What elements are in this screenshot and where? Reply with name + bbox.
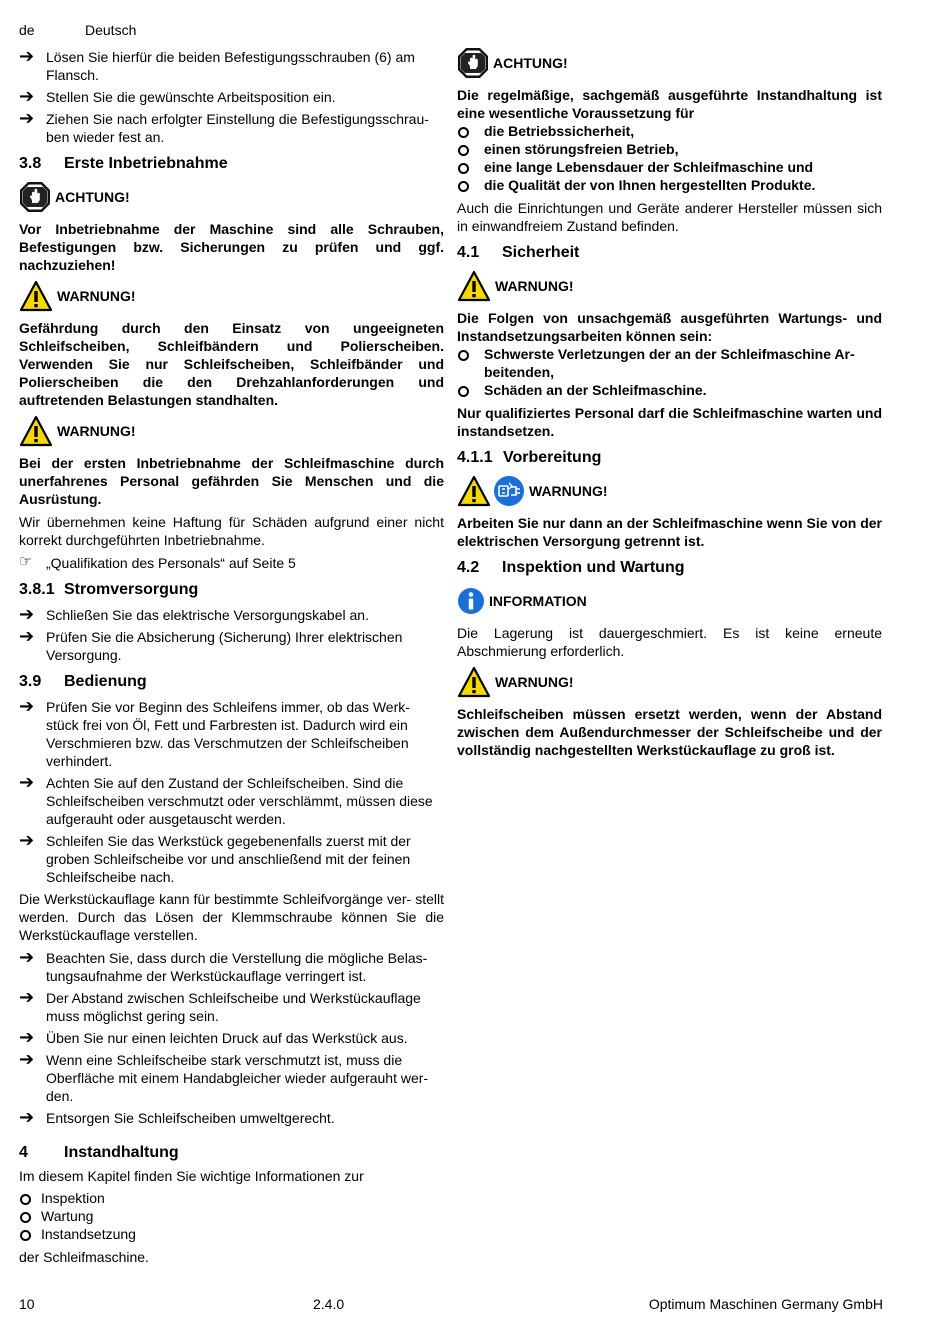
step-item: ➔ Üben Sie nur einen leichten Druck auf das Werkstück aus. (19, 1027, 408, 1047)
step-item: ➔ Der Abstand zwischen Schleifscheibe und Werkstückauflage muss möglichst gering sein. (19, 987, 421, 1024)
list-item: Instandsetzung (19, 1225, 444, 1243)
caution-hand-icon (457, 47, 489, 79)
pointing-hand-icon: ☞ (19, 553, 33, 570)
warning-sign: WARNUNG! (457, 665, 882, 699)
warning-text: Arbeiten Sie nur dann an der Schleifmaschine wenn Sie von der elektrischen Versorgung getrennt ist. (457, 515, 882, 549)
arrow-icon: ➔ (19, 830, 35, 850)
step-item: ➔ Schleifen Sie das Werkstück gegebenenfalls zuerst mit der groben Schleifscheibe vor und anschließend mit der feinen Schleifscheibe nach. (19, 830, 411, 885)
section-heading: 4.2 Inspektion und Wartung (457, 559, 685, 576)
list-item: die Betriebssicherheit, (457, 122, 882, 140)
warning-triangle-icon (19, 280, 53, 312)
bullet-circle-icon (458, 350, 469, 361)
arrow-icon: ➔ (19, 604, 35, 624)
list-item: Schäden an der Schleifmaschine. (457, 381, 882, 399)
subsection-heading: 3.8.1 Stromversorgung (19, 581, 199, 598)
warning-text: Die Folgen von unsachgemäß ausgeführten Wartungs- und Instandsetzungsarbeiten können sein: (457, 310, 882, 344)
step-item: ➔ Wenn eine Schleifscheibe stark verschmutzt ist, muss die Oberfläche mit einem Handabgleicher wieder aufgerauht wer- den. (19, 1049, 429, 1104)
right-column (457, 42, 882, 764)
company-name: Optimum Maschinen Germany GmbH (648, 1296, 883, 1312)
bullet-circle-icon (458, 145, 469, 156)
warning-triangle-icon (457, 270, 491, 302)
bullet-circle-icon (458, 163, 469, 174)
liability-text: Wir übernehmen keine Haftung für Schäden aufgrund einer nicht korrekt durchgeführten Inbetriebnahme. (19, 514, 444, 548)
list-item: Schwerste Verletzungen der an der Schleifmaschine Ar- beitenden, (457, 345, 882, 381)
paragraph: Nur qualifiziertes Personal darf die Schleifmaschine warten und instandsetzen. (457, 405, 882, 439)
warning-sign: WARNUNG! (19, 414, 444, 448)
step-item: ➔ Achten Sie auf den Zustand der Schleifscheiben. Sind die Schleifscheiben verschmutzt oder verschlämmt, müssen diese aufgerauht oder ausgetauscht werden. (19, 772, 433, 827)
bullet-circle-icon (458, 386, 469, 397)
step-item: ➔ Beachten Sie, dass durch die Verstellung die mögliche Belas- tungsaufnahme der Werkstückauflage verringert ist. (19, 947, 428, 984)
paragraph: Die Werkstückauflage kann für bestimmte Schleifvorgänge ver- stellt werden. Durch das Lösen der Klemmschraube können Sie die Werkstückauflage verstellen. (19, 891, 444, 943)
warning-triangle-icon (457, 475, 491, 507)
arrow-icon: ➔ (19, 86, 35, 106)
paragraph: der Schleifmaschine. (19, 1249, 149, 1265)
caution-text: Vor Inbetriebnahme der Maschine sind alle Schrauben, Befestigungen bzw. Sicherungen zu prüfen und ggf. nachzuziehen! (19, 221, 444, 273)
info-sign: INFORMATION (457, 584, 882, 618)
warning-sign: WARNUNG! (19, 279, 444, 313)
step-item: ➔ Lösen Sie hierfür die beiden Befestigungsschrauben (6) am Flansch. (19, 46, 415, 83)
arrow-icon: ➔ (19, 1027, 35, 1047)
achtung-sign: ACHTUNG! (457, 46, 882, 80)
arrow-icon: ➔ (19, 1107, 35, 1127)
arrow-icon: ➔ (19, 987, 35, 1007)
step-item: ➔ Ziehen Sie nach erfolgter Einstellung die Befestigungsschrau- ben wieder fest an. (19, 108, 429, 145)
chapter-heading: 4 Instandhaltung (19, 1144, 179, 1161)
bullet-circle-icon (20, 1230, 31, 1241)
subsection-heading: 4.1.1 Vorbereitung (457, 449, 602, 466)
arrow-icon: ➔ (19, 108, 35, 128)
paragraph: Im diesem Kapitel finden Sie wichtige Informationen zur (19, 1168, 364, 1184)
warning-text: Schleifscheiben müssen ersetzt werden, wenn der Abstand zwischen dem Außendurchmesser der Schleifscheibe und der vollständig nachgestellten Werkstückauflage zu groß ist. (457, 706, 882, 758)
page-number: 10 (19, 1296, 35, 1312)
warning-text: Bei der ersten Inbetriebnahme der Schleifmaschine durch unerfahrenes Personal gefährden Sie Menschen und die Ausrüstung. (19, 455, 444, 507)
bullet-circle-icon (20, 1194, 31, 1205)
warning-sign: WARNUNG! (457, 474, 882, 508)
step-item: ➔ Prüfen Sie vor Beginn des Schleifens immer, ob das Werk- stück frei von Öl, Fett und Farbresten ist. Dadurch wird ein Verschmieren bzw. das Verschmutzen der Schleifscheiben verhindert. (19, 696, 410, 769)
arrow-icon: ➔ (19, 772, 35, 792)
section-heading: 4.1 Sicherheit (457, 244, 580, 261)
info-icon (457, 587, 485, 615)
bullet-circle-icon (20, 1212, 31, 1223)
bullet-circle-icon (458, 127, 469, 138)
list-item: eine lange Lebensdauer der Schleifmaschine und (457, 158, 882, 176)
list-item: die Qualität der von Ihnen hergestellten Produkte. (457, 176, 882, 194)
step-item: ➔ Prüfen Sie die Absicherung (Sicherung) Ihrer elektrischen Versorgung. (19, 626, 403, 663)
language-name: Deutsch (85, 22, 137, 38)
info-text: Die Lagerung ist dauergeschmiert. Es ist keine erneute Abschmierung erforderlich. (457, 625, 882, 659)
caution-text: Die regelmäßige, sachgemäß ausgeführte Instandhaltung ist eine wesentliche Voraussetzung für (457, 87, 882, 121)
step-item: ➔ Stellen Sie die gewünschte Arbeitsposition ein. (19, 86, 336, 106)
version-number: 2.4.0 (313, 1296, 345, 1312)
section-heading: 3.8 Erste Inbetriebnahme (19, 155, 228, 172)
arrow-icon: ➔ (19, 696, 35, 716)
list-item: Inspektion (19, 1189, 444, 1207)
achtung-sign: ACHTUNG! (19, 180, 444, 214)
list-item: Wartung (19, 1207, 444, 1225)
arrow-icon: ➔ (19, 626, 35, 646)
arrow-icon: ➔ (19, 46, 35, 66)
bullet-circle-icon (458, 181, 469, 192)
cross-reference[interactable]: ☞ „Qualifikation des Personals“ auf Seite 5 (19, 553, 296, 571)
language-code: de (19, 22, 35, 38)
warning-text: Gefährdung durch den Einsatz von ungeeigneten Schleifscheiben, Schleifbändern und Polierscheiben. Verwenden Sie nur Schleifscheiben, Schleifbänder und Polierscheiben die den Drehzahlanforderungen und auftretenden Belastungen standhalten. (19, 320, 444, 408)
caution-hand-icon (19, 181, 51, 213)
list-item: einen störungsfreien Betrieb, (457, 140, 882, 158)
warning-triangle-icon (457, 666, 491, 698)
warning-sign: WARNUNG! (457, 269, 882, 303)
section-heading: 3.9 Bedienung (19, 673, 147, 690)
paragraph: Auch die Einrichtungen und Geräte anderer Hersteller müssen sich in einwandfreiem Zustand befinden. (457, 200, 882, 234)
disconnect-mains-plug-icon (493, 475, 525, 507)
warning-triangle-icon (19, 415, 53, 447)
page-header (19, 21, 136, 39)
arrow-icon: ➔ (19, 947, 35, 967)
left-column (19, 48, 444, 1271)
step-item: ➔ Schließen Sie das elektrische Versorgungskabel an. (19, 604, 369, 624)
step-item: ➔ Entsorgen Sie Schleifscheiben umweltgerecht. (19, 1107, 335, 1127)
arrow-icon: ➔ (19, 1049, 35, 1069)
